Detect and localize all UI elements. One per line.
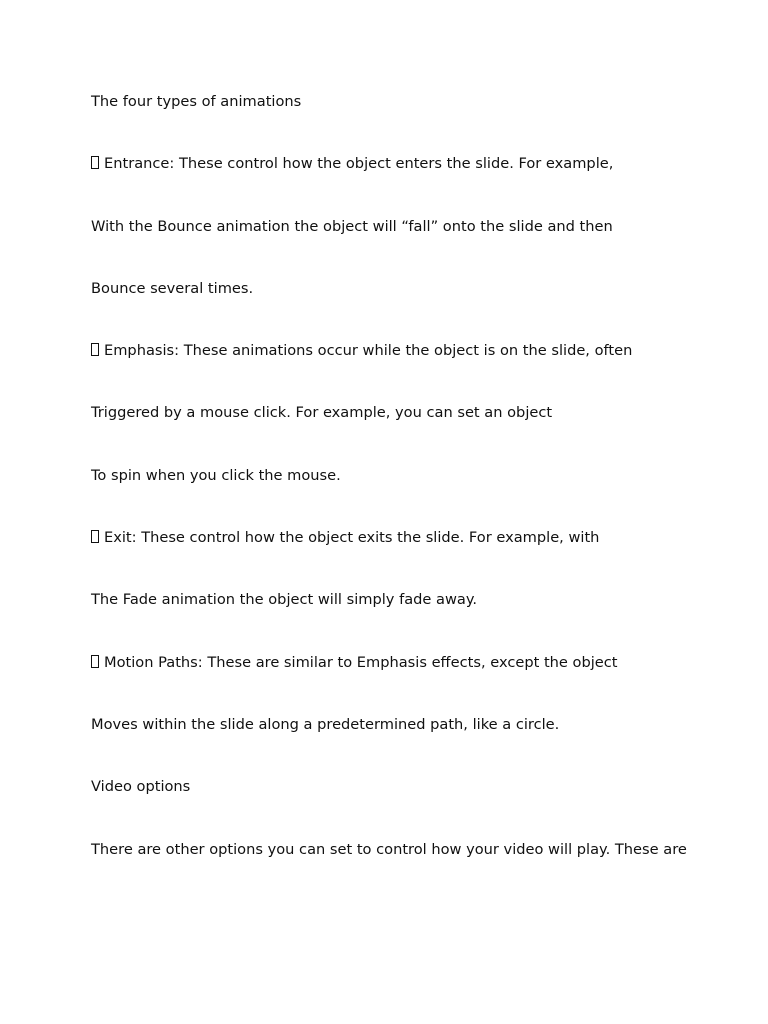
bullet-line-emphasis [91, 340, 691, 362]
bullet-line-exit [91, 527, 691, 549]
body-line: With the Bounce animation the object will “fall” onto the slide and then [91, 217, 613, 235]
section-subheading: Video options [91, 778, 191, 796]
bullet-line-motion-paths [91, 652, 691, 674]
missing-glyph-box-icon [91, 156, 99, 169]
closing-paragraph: There are other options you can set to control how your video will play. These are [91, 840, 687, 858]
line-text: Motion Paths: These are similar to Emphasis effects, except the object [104, 653, 618, 671]
missing-glyph-box-icon [91, 655, 99, 668]
body-line: Bounce several times. [91, 279, 254, 297]
body-line: Triggered by a mouse click. For example, you can set an object [91, 404, 553, 422]
missing-glyph-box-icon [91, 530, 99, 543]
section-heading: The four types of animations [91, 93, 302, 110]
line-text: Exit: These control how the object exits the slide. For example, with [104, 529, 600, 547]
body-line: The Fade animation the object will simply fade away. [91, 591, 478, 609]
bullet-line-entrance [91, 153, 691, 175]
body-line: To spin when you click the mouse. [91, 466, 341, 484]
body-line: Moves within the slide along a predetermined path, like a circle. [91, 715, 560, 733]
missing-glyph-box-icon [91, 343, 99, 356]
document-body [91, 91, 691, 861]
line-text: Entrance: These control how the object enters the slide. For example, [104, 155, 614, 173]
line-text: Emphasis: These animations occur while the object is on the slide, often [104, 342, 633, 360]
